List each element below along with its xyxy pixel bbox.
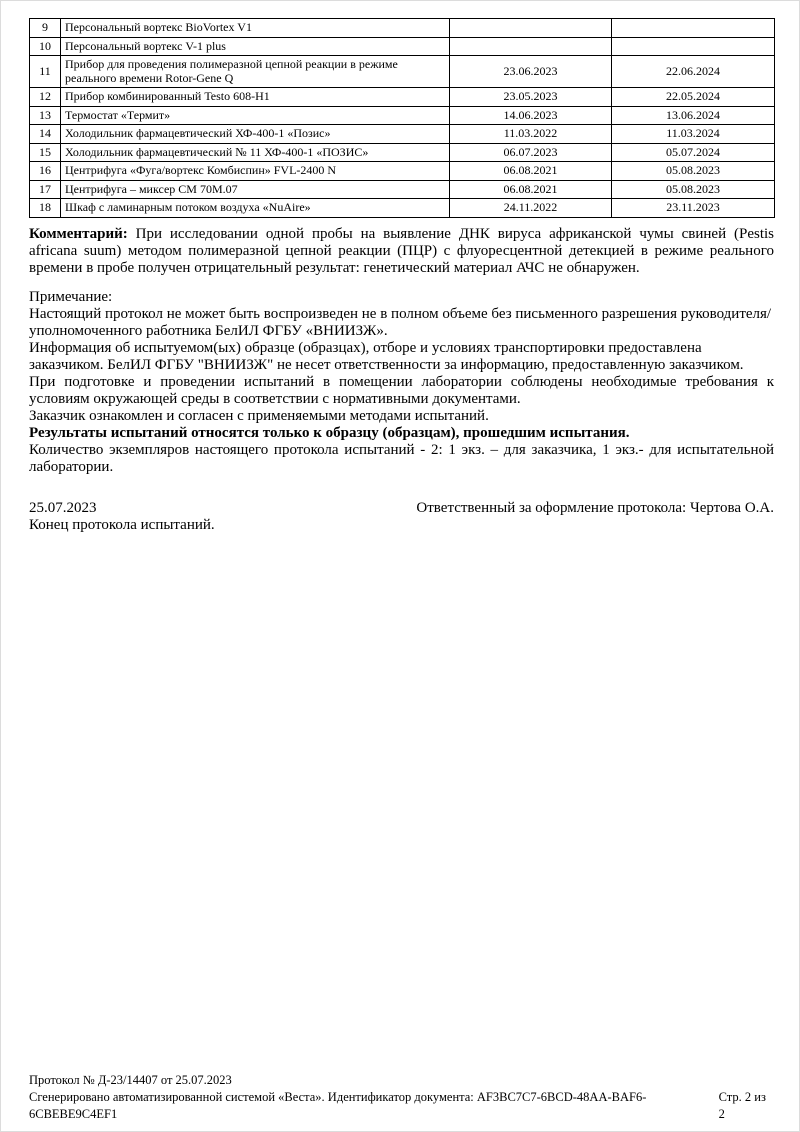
table-cell-date1: 06.07.2023 [450, 143, 612, 162]
table-cell-date2: 13.06.2024 [612, 106, 775, 125]
table-cell-num: 12 [30, 88, 61, 107]
table-cell-date1: 24.11.2022 [450, 199, 612, 218]
table-row [30, 143, 775, 162]
table-cell-num: 18 [30, 199, 61, 218]
table-cell-name: Персональный вортекс V-1 plus [61, 37, 450, 56]
notes-section [29, 289, 774, 476]
table-row [30, 37, 775, 56]
note-paragraph: Настоящий протокол не может быть воспроизведен не в полном объеме без письменного разрешения руководителя/уполномоченного работника БелИЛ ФГБУ «ВНИИЗЖ». [29, 305, 772, 339]
table-cell-name: Центрифуга – миксер СМ 70М.07 [61, 180, 450, 199]
note-paragraph: Количество экземпляров настоящего протокола испытаний - 2: 1 экз. – для заказчика, 1 экз.- для испытательной лаборатории. [29, 441, 774, 475]
table-cell-date2: 11.03.2024 [612, 125, 775, 144]
table-cell-date1: 06.08.2021 [450, 162, 612, 181]
table-cell-date1: 06.08.2021 [450, 180, 612, 199]
table-cell-date1: 11.03.2022 [450, 125, 612, 144]
signature-row [29, 500, 774, 517]
table-cell-num: 17 [30, 180, 61, 199]
note-paragraph: Результаты испытаний относятся только к образцу (образцам), прошедшим испытания. [29, 424, 630, 441]
table-cell-name: Центрифуга «Фуга/вортекс Комбиспин» FVL-2400 N [61, 162, 450, 181]
table-cell-num: 9 [30, 19, 61, 38]
table-cell-date2: 05.07.2024 [612, 143, 775, 162]
table-cell-date2 [612, 37, 775, 56]
table-cell-date1 [450, 19, 612, 38]
table-cell-name: Термостат «Термит» [61, 106, 450, 125]
responsible-person: Ответственный за оформление протокола: Чертова О.А. [416, 499, 774, 516]
table-row [30, 180, 775, 199]
table-cell-date2: 23.11.2023 [612, 199, 775, 218]
table-cell-name: Холодильник фармацевтический ХФ-400-1 «Позис» [61, 125, 450, 144]
table-cell-num: 10 [30, 37, 61, 56]
equipment-table-body [30, 19, 775, 218]
table-row [30, 19, 775, 38]
page-footer [29, 1072, 774, 1123]
table-cell-num: 16 [30, 162, 61, 181]
table-cell-name: Прибор для проведения полимеразной цепной реакции в режиме реального времени Rotor-Gene Q [61, 56, 450, 88]
table-cell-num: 11 [30, 56, 61, 88]
table-cell-num: 14 [30, 125, 61, 144]
table-row [30, 106, 775, 125]
table-cell-date2: 22.06.2024 [612, 56, 775, 88]
notes-heading: Примечание: [29, 288, 113, 305]
table-cell-date1 [450, 37, 612, 56]
end-of-protocol-note: Конец протокола испытаний. [29, 516, 215, 533]
table-row [30, 199, 775, 218]
table-cell-name: Холодильник фармацевтический № 11 ХФ-400-1 «ПОЗИС» [61, 143, 450, 162]
notes-paragraphs [29, 306, 774, 476]
protocol-date: 25.07.2023 [29, 499, 97, 516]
note-paragraph: Информация об испытуемом(ых) образце (образцах), отборе и условиях транспортировки предоставлена заказчиком. БелИЛ ФГБУ "ВНИИЗЖ" не несет ответственности за информацию, предоставленную заказчиком. [29, 339, 744, 373]
note-paragraph: При подготовке и проведении испытаний в помещении лаборатории соблюдены необходимые требования к условиям окружающей среды в соответствии с нормативными документами. [29, 373, 774, 407]
signature-section [29, 500, 774, 534]
page-content [1, 1, 799, 534]
table-cell-date1: 23.05.2023 [450, 88, 612, 107]
table-cell-name: Персональный вортекс BioVortex V1 [61, 19, 450, 38]
table-cell-num: 13 [30, 106, 61, 125]
footer-protocol-number: Протокол № Д-23/14407 от 25.07.2023 [29, 1073, 232, 1087]
note-paragraph: Заказчик ознакомлен и согласен с применяемыми методами испытаний. [29, 407, 489, 424]
table-row [30, 56, 775, 88]
table-cell-num: 15 [30, 143, 61, 162]
comment-paragraph [29, 226, 774, 277]
table-cell-name: Шкаф с ламинарным потоком воздуха «NuAire» [61, 199, 450, 218]
footer-page-indicator: Стр. 2 из 2 [718, 1090, 766, 1121]
table-cell-date2 [612, 19, 775, 38]
footer-row [29, 1089, 774, 1123]
table-row [30, 125, 775, 144]
table-cell-date2: 05.08.2023 [612, 162, 775, 181]
table-row [30, 162, 775, 181]
footer-generated-info: Сгенерировано автоматизированной системой «Веста». Идентификатор документа: AF3BC7C7-6BCD-48AA-BAF6-6CBEBE9C4EF1 [29, 1090, 647, 1121]
equipment-table [29, 18, 775, 218]
table-cell-date2: 22.05.2024 [612, 88, 775, 107]
table-row [30, 88, 775, 107]
table-cell-name: Прибор комбинированный Testo 608-Н1 [61, 88, 450, 107]
table-cell-date2: 05.08.2023 [612, 180, 775, 199]
table-cell-date1: 23.06.2023 [450, 56, 612, 88]
comment-label: Комментарий: [29, 225, 128, 242]
comment-text: При исследовании одной пробы на выявление ДНК вируса африканской чумы свиней (Pestis africana suum) методом полимеразной цепной реакции (ПЦР) с флуоресцентной детекцией в режиме реального времени в пробе получен отрицательный результат: генетический материал АЧС не обнаружен. [29, 225, 774, 276]
table-cell-date1: 14.06.2023 [450, 106, 612, 125]
